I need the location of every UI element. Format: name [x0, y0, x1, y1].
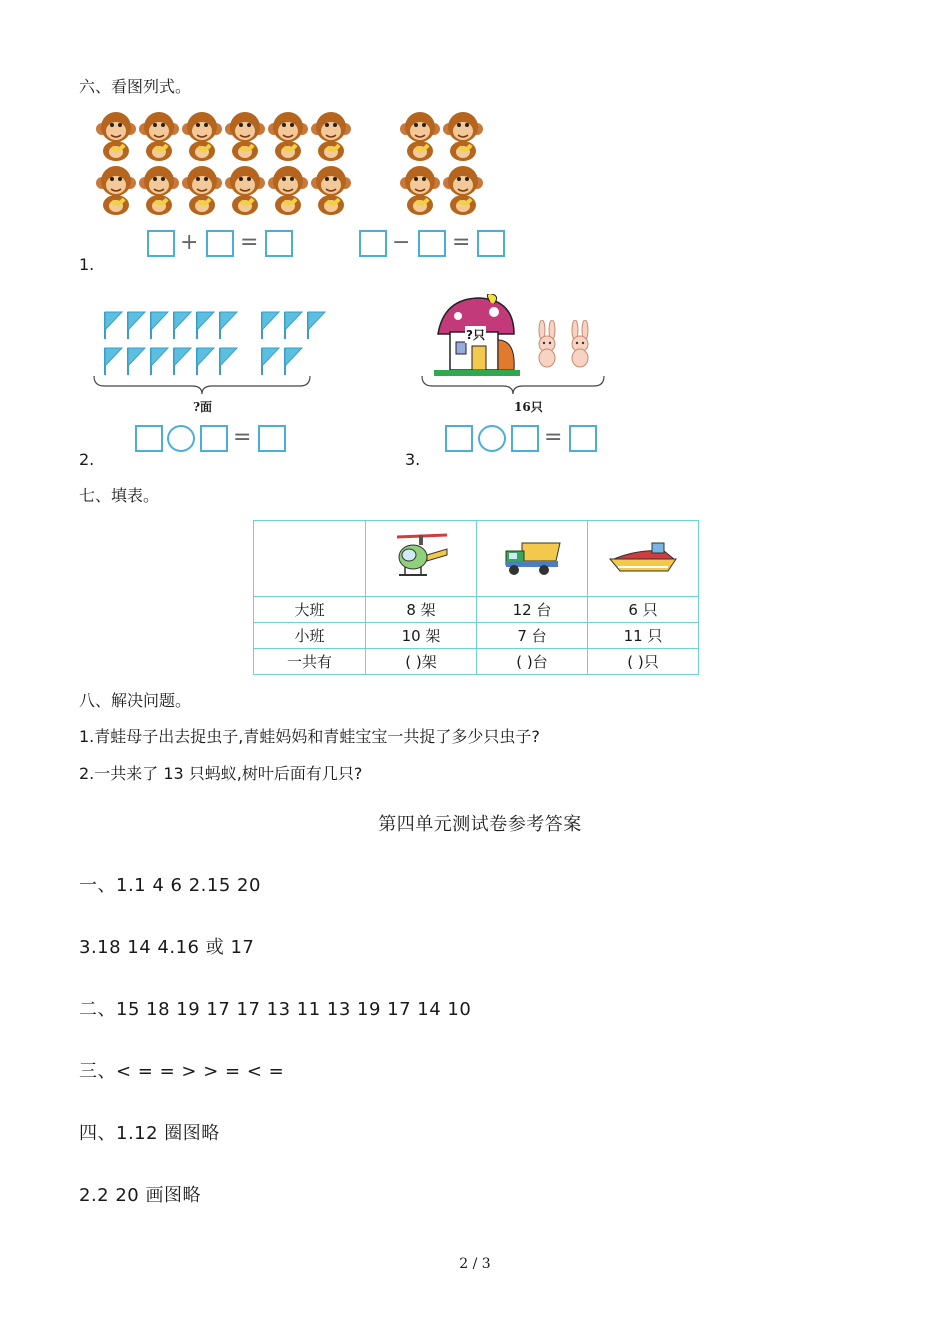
equals-sign: = [544, 425, 563, 450]
monkey-icon [441, 109, 485, 161]
table-header-cell [366, 521, 477, 597]
table-cell: 6 只 [588, 597, 699, 623]
answer-box[interactable] [359, 230, 387, 257]
rabbit-icon [566, 320, 594, 368]
q2-label: 2. [79, 450, 95, 469]
monkey-icon [398, 109, 442, 161]
monkey-icon [223, 163, 267, 215]
rabbit-icon [533, 320, 561, 368]
problem-2: 2.一共来了 13 只蚂蚁,树叶后面有几只? [79, 764, 363, 783]
monkey-icon [266, 163, 310, 215]
equals-sign: = [233, 425, 252, 450]
monkey-icon [137, 109, 181, 161]
flag-icon [260, 310, 280, 340]
brace-bracket [420, 374, 606, 396]
flag-icon [126, 310, 146, 340]
q3-caption: 16只 [514, 400, 543, 414]
truck-icon [502, 537, 562, 577]
operator-circle[interactable] [478, 425, 506, 452]
answer-box[interactable] [206, 230, 234, 257]
equals-sign: = [452, 230, 471, 255]
q2-caption: ?面 [193, 400, 213, 414]
boat-icon [608, 537, 678, 577]
flag-icon [218, 346, 238, 376]
problem-1: 1.青蛙母子出去捉虫子,青蛙妈妈和青蛙宝宝一共捉了多少只虫子? [79, 727, 540, 746]
plus-sign: + [180, 230, 199, 255]
monkey-icon [94, 163, 138, 215]
monkey-icon [398, 163, 442, 215]
table-cell: 10 架 [366, 623, 477, 649]
flag-icon [218, 310, 238, 340]
table-cell: 11 只 [588, 623, 699, 649]
section6-title: 六、看图列式。 [79, 77, 192, 96]
flag-icon [126, 346, 146, 376]
table-cell-blank[interactable]: ( )台 [477, 649, 588, 675]
monkey-icon [309, 109, 353, 161]
row-label: 大班 [254, 597, 366, 623]
flag-icon [195, 310, 215, 340]
row-label: 小班 [254, 623, 366, 649]
toy-table [253, 520, 699, 675]
operator-circle[interactable] [167, 425, 195, 452]
answers-title: 第四单元测试卷参考答案 [378, 814, 582, 835]
flag-icon [306, 310, 326, 340]
section7-title: 七、填表。 [79, 486, 160, 505]
page-number: 2 / 3 [459, 1256, 491, 1272]
table-corner-cell [254, 521, 366, 597]
monkey-icon [309, 163, 353, 215]
answer-line-1: 一、1.1 4 6 2.15 20 [79, 875, 261, 896]
answer-box[interactable] [569, 425, 597, 452]
table-cell-blank[interactable]: ( )只 [588, 649, 699, 675]
answer-line-6: 2.2 20 画图略 [79, 1185, 201, 1206]
answer-box[interactable] [200, 425, 228, 452]
table-cell-blank[interactable]: ( )架 [366, 649, 477, 675]
section8-title: 八、解决问题。 [79, 691, 192, 710]
flag-icon [103, 310, 123, 340]
table-cell: 7 台 [477, 623, 588, 649]
monkey-icon [180, 163, 224, 215]
flag-icon [260, 346, 280, 376]
house-question-text: ?只 [466, 328, 485, 342]
monkey-icon [223, 109, 267, 161]
flag-icon [149, 310, 169, 340]
table-header-cell [588, 521, 699, 597]
answer-box[interactable] [445, 425, 473, 452]
answer-box[interactable] [147, 230, 175, 257]
flag-icon [283, 310, 303, 340]
flag-icon [103, 346, 123, 376]
answer-box[interactable] [418, 230, 446, 257]
table-cell: 12 台 [477, 597, 588, 623]
answer-box[interactable] [258, 425, 286, 452]
flag-icon [149, 346, 169, 376]
monkey-icon [180, 109, 224, 161]
q1-label: 1. [79, 255, 95, 274]
flag-icon [195, 346, 215, 376]
answer-line-5: 四、1.12 圈图略 [79, 1123, 220, 1144]
flag-icon [172, 346, 192, 376]
row-label: 一共有 [254, 649, 366, 675]
answer-box[interactable] [511, 425, 539, 452]
monkey-icon [266, 109, 310, 161]
brace-bracket [92, 374, 312, 396]
answer-box[interactable] [477, 230, 505, 257]
helicopter-icon [391, 531, 451, 583]
answer-line-2: 3.18 14 4.16 或 17 [79, 937, 255, 958]
table-cell: 8 架 [366, 597, 477, 623]
answer-box[interactable] [135, 425, 163, 452]
monkey-icon [137, 163, 181, 215]
flag-icon [172, 310, 192, 340]
table-header-cell [477, 521, 588, 597]
minus-sign: − [392, 230, 411, 255]
answer-line-3: 二、15 18 19 17 17 13 11 13 19 17 14 10 [79, 999, 472, 1020]
q3-label: 3. [405, 450, 421, 469]
monkey-icon [441, 163, 485, 215]
answer-line-4: 三、< = = > > = < = [79, 1061, 285, 1082]
monkey-icon [94, 109, 138, 161]
equals-sign: = [240, 230, 259, 255]
flag-icon [283, 346, 303, 376]
answer-box[interactable] [265, 230, 293, 257]
